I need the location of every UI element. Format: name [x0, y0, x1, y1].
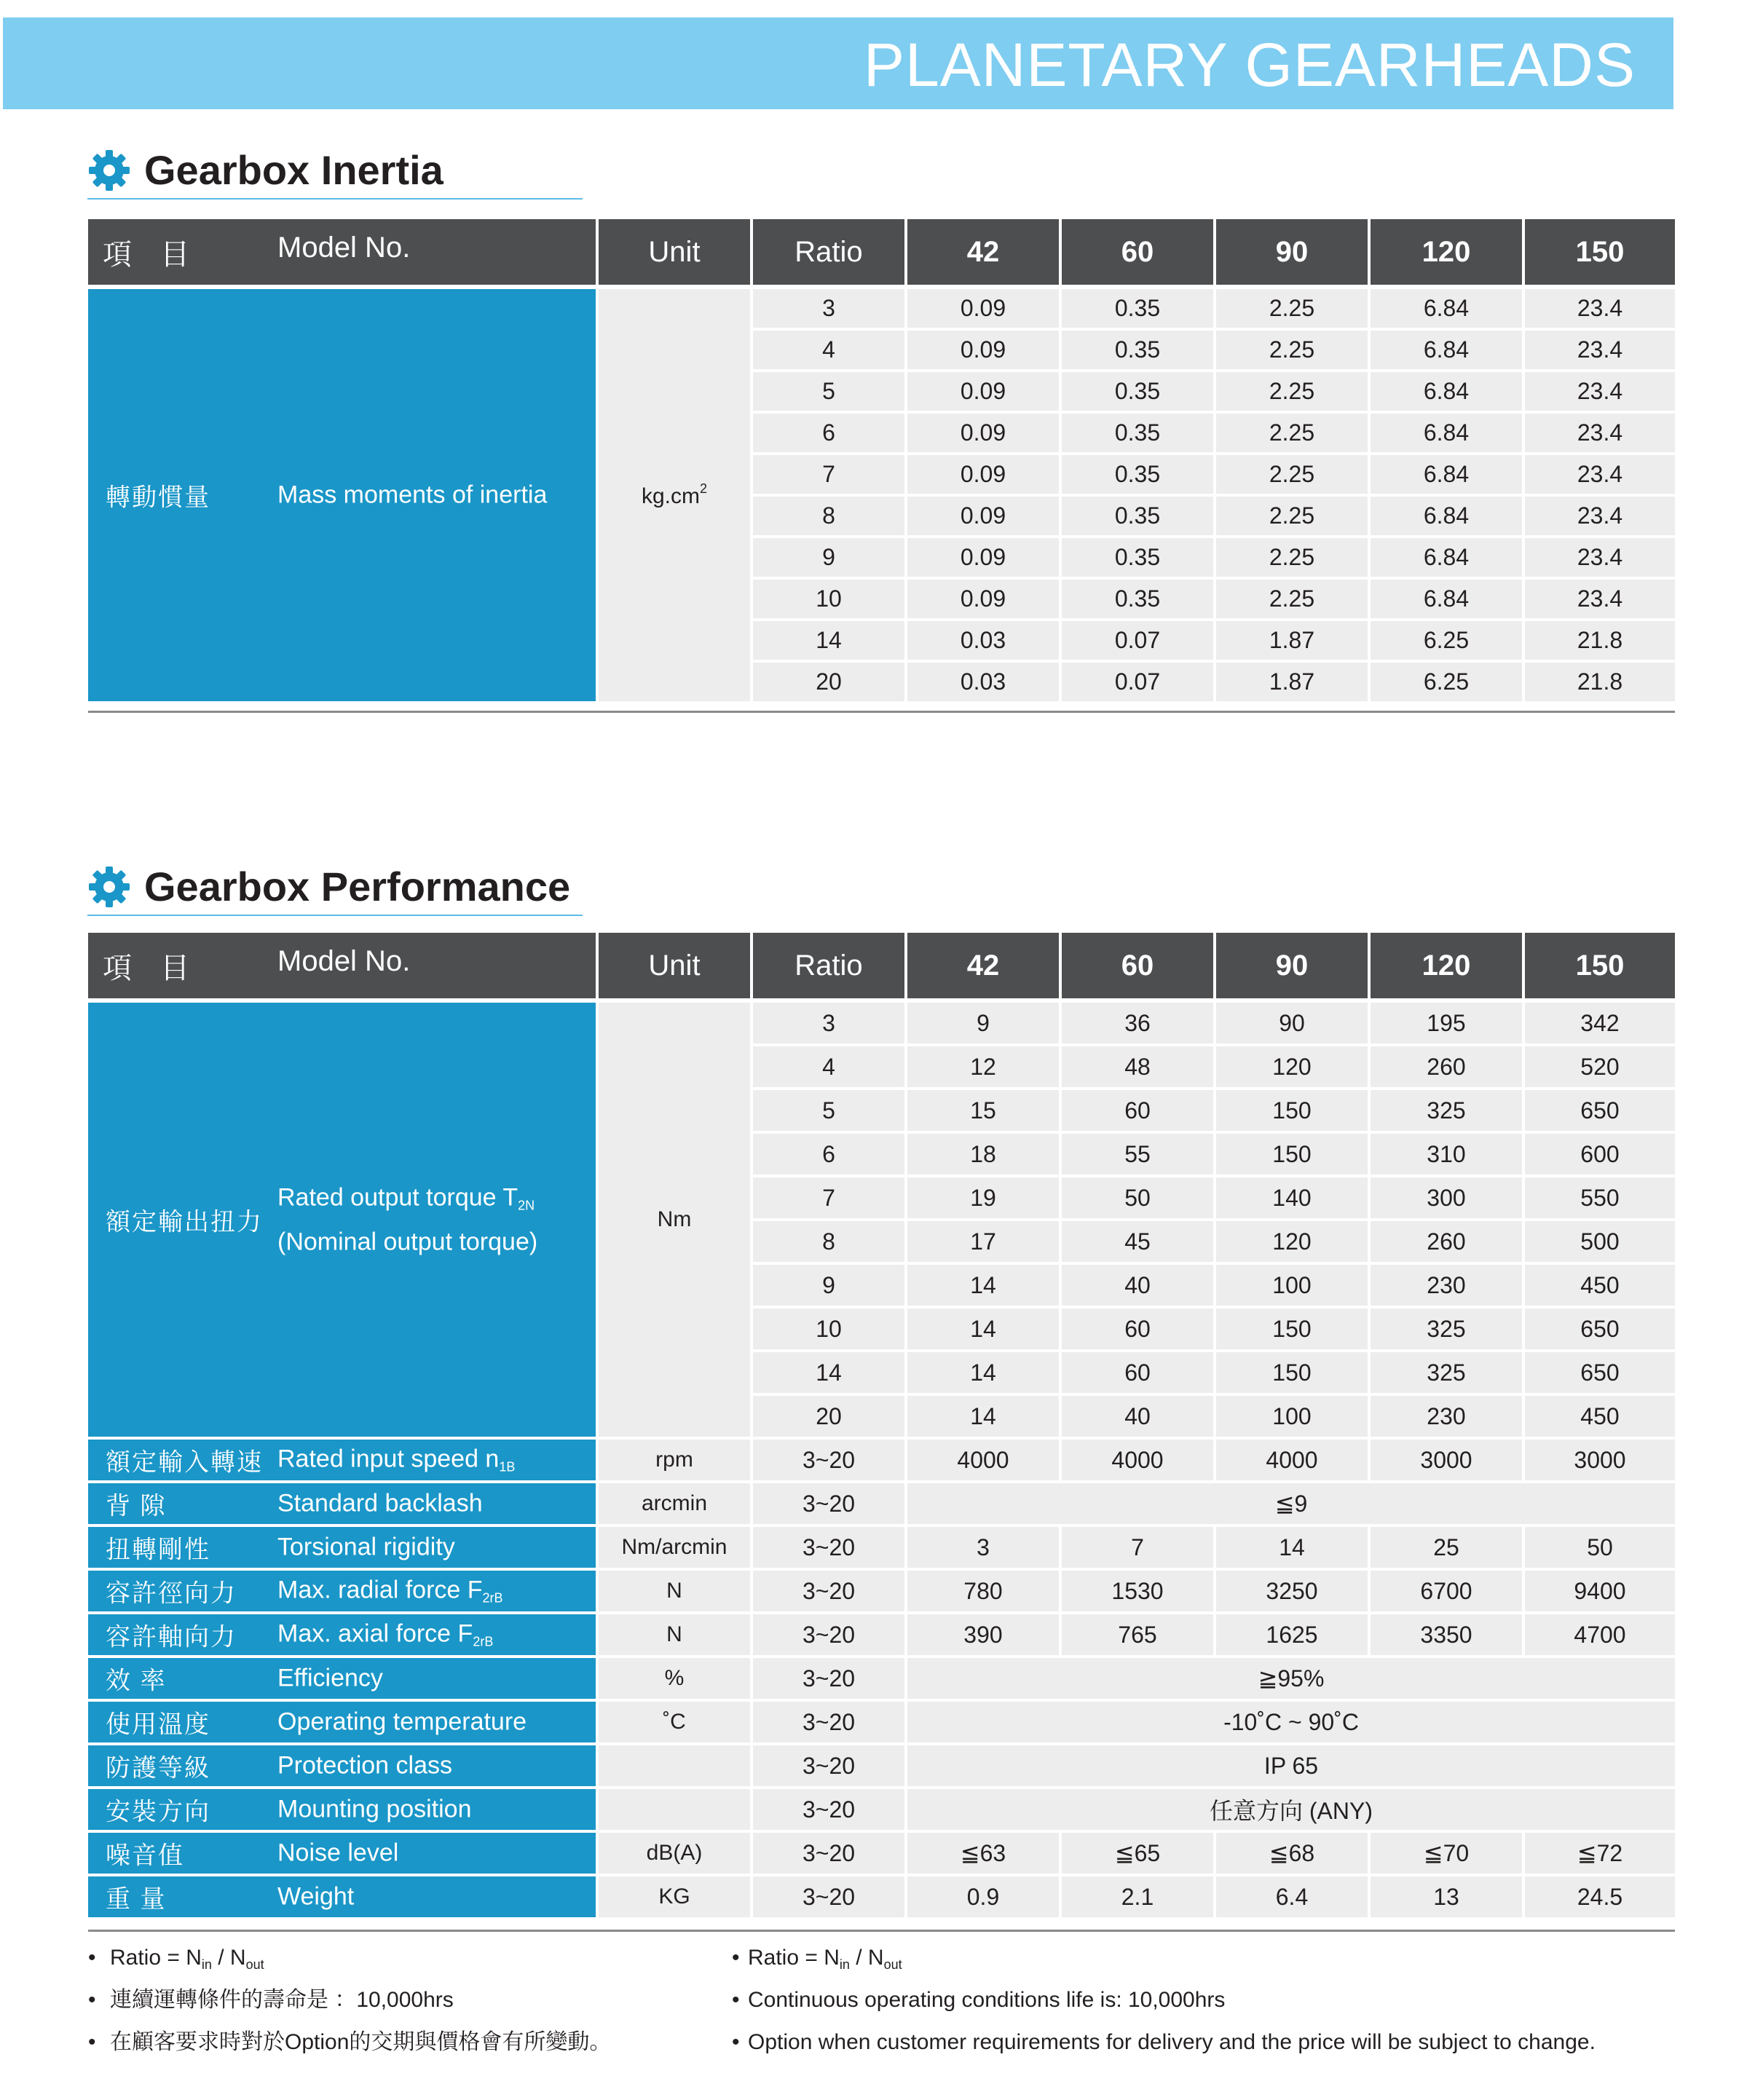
unit-text: kg.cm: [641, 484, 700, 508]
value-cell-120: 230: [1371, 1265, 1525, 1308]
value-cell-90: 2.25: [1216, 372, 1371, 414]
unit-cell: [599, 289, 753, 704]
value-cell-60: 0.35: [1062, 414, 1216, 455]
banner-title: PLANETARY GEARHEADS: [863, 31, 1636, 99]
row-label-en: [277, 1490, 483, 1518]
section-title-inertia: [87, 147, 583, 200]
value-cell-90: 90: [1216, 1003, 1371, 1046]
value-cell-60: 45: [1062, 1221, 1216, 1265]
value-cell-120: 260: [1371, 1221, 1525, 1265]
value-cell-90: 120: [1216, 1046, 1371, 1090]
value-cell-150: 4700: [1525, 1614, 1675, 1658]
value-cell-90: 2.25: [1216, 580, 1371, 621]
ratio-cell: 3~20: [753, 1833, 907, 1876]
value-cell-150: 650: [1525, 1352, 1675, 1396]
header-unit: Unit: [599, 933, 753, 1003]
value-cell-150: 550: [1525, 1177, 1675, 1221]
row-label-en: [277, 1708, 527, 1737]
ratio-cell: 3: [753, 1003, 907, 1046]
header-model-150: 150: [1525, 219, 1675, 289]
value-cell-150: 24.5: [1525, 1876, 1675, 1920]
row-label-en-text: Torsional rigidity: [277, 1533, 455, 1561]
note-option: • 在顧客要求時對於Option的交期與價格會有所變動。: [88, 2030, 612, 2054]
performance-table: [88, 933, 1675, 1920]
value-cell-120: 325: [1371, 1308, 1525, 1352]
row-label: [88, 1440, 599, 1483]
value-cell-60: 0.35: [1062, 580, 1216, 621]
value-cell-90: 140: [1216, 1177, 1371, 1221]
row-label-en: [277, 1445, 515, 1475]
note-ratio: • Ratio = $N_{in} / N_{out}$: [732, 1946, 902, 1972]
ratio-cell: 14: [753, 621, 907, 663]
value-cell-42: 390: [907, 1614, 1062, 1658]
value-cell-150: 500: [1525, 1221, 1675, 1265]
section-title-text: Gearbox Inertia: [144, 147, 443, 193]
table-row: [88, 289, 1675, 331]
unit-cell: KG: [599, 1876, 753, 1920]
row-label-en-sub: 2N: [518, 1198, 535, 1213]
ratio-cell: 3~20: [753, 1876, 907, 1920]
table-row: [88, 1614, 1675, 1658]
value-cell-120: ≦70: [1371, 1833, 1525, 1876]
value-cell-150: 23.4: [1525, 289, 1675, 331]
row-label-zh: 使用溫度: [106, 1710, 210, 1739]
value-cell-150: 23.4: [1525, 538, 1675, 580]
ratio-cell: 3~20: [753, 1658, 907, 1702]
value-cell-90: 2.25: [1216, 538, 1371, 580]
value-cell-60: 60: [1062, 1352, 1216, 1396]
unit-cell: ˚C: [599, 1702, 753, 1745]
value-cell-150: 21.8: [1525, 621, 1675, 663]
row-label-zh: 防護等級: [106, 1754, 210, 1783]
value-cell-120: 6.84: [1371, 331, 1525, 372]
value-cell-120: 13: [1371, 1876, 1525, 1920]
row-label-en-sub: 2rB: [473, 1634, 494, 1649]
row-label-en-sub: 2rB: [482, 1590, 503, 1606]
row-label: [88, 1789, 599, 1833]
ratio-cell: 20: [753, 1396, 907, 1440]
row-label-zh: 安裝方向: [106, 1798, 210, 1826]
value-cell-60: 0.35: [1062, 538, 1216, 580]
row-label-en: [277, 1665, 383, 1693]
ratio-cell: 3~20: [753, 1571, 907, 1614]
value-cell-60: 0.35: [1062, 455, 1216, 497]
value-cell-60: 0.35: [1062, 289, 1216, 331]
value-cell-90: 150: [1216, 1134, 1371, 1177]
value-cell-150: 450: [1525, 1396, 1675, 1440]
value-cell-60: 0.35: [1062, 497, 1216, 538]
value-cell-60: 40: [1062, 1396, 1216, 1440]
value-cell-60: 0.07: [1062, 663, 1216, 704]
value-cell-90: 150: [1216, 1090, 1371, 1134]
row-label-zh: 容許徑向力: [106, 1579, 237, 1608]
row-label-en: [277, 1796, 472, 1824]
value-cell-120: 6.84: [1371, 414, 1525, 455]
header-item-zh: 項 目: [103, 952, 200, 984]
value-cell-60: 36: [1062, 1003, 1216, 1046]
merged-value-cell: ≦9: [907, 1483, 1675, 1527]
value-cell-90: 150: [1216, 1352, 1371, 1396]
value-cell-120: 230: [1371, 1396, 1525, 1440]
value-cell-90: 1.87: [1216, 663, 1371, 704]
row-label: [88, 1571, 599, 1614]
ratio-cell: 3~20: [753, 1745, 907, 1789]
ratio-cell: 3~20: [753, 1440, 907, 1483]
ratio-cell: 10: [753, 580, 907, 621]
notes-right: [732, 1937, 1596, 2064]
header-model-42: 42: [907, 933, 1062, 1003]
header-item: [88, 219, 599, 289]
gear-icon: [87, 865, 131, 909]
value-cell-60: 0.35: [1062, 331, 1216, 372]
value-cell-60: 765: [1062, 1614, 1216, 1658]
table-row: [88, 1789, 1675, 1833]
value-cell-120: 310: [1371, 1134, 1525, 1177]
table-header-row: [88, 933, 1675, 1003]
value-cell-120: 6.84: [1371, 455, 1525, 497]
header-model-42: 42: [907, 219, 1062, 289]
ratio-cell: 3~20: [753, 1614, 907, 1658]
ratio-cell: 9: [753, 538, 907, 580]
value-cell-42: 0.09: [907, 414, 1062, 455]
value-cell-150: 450: [1525, 1265, 1675, 1308]
value-cell-90: 2.25: [1216, 331, 1371, 372]
row-label: [88, 1658, 599, 1702]
note-option: • Option when customer requirements for delivery and the price will be subject to change.: [732, 2030, 1596, 2054]
value-cell-42: 14: [907, 1352, 1062, 1396]
table-row: [88, 1702, 1675, 1745]
row-label-en: [277, 1576, 503, 1606]
row-label-inertia: [88, 289, 599, 704]
value-cell-120: 3000: [1371, 1440, 1525, 1483]
ratio-cell: 3~20: [753, 1527, 907, 1571]
table-row: [88, 1745, 1675, 1789]
note-life: • 連續運轉條件的壽命是 ：10,000hrs: [88, 1988, 454, 2012]
row-label-zh: 容許軸向力: [106, 1623, 237, 1651]
ratio-cell: 5: [753, 372, 907, 414]
value-cell-150: 23.4: [1525, 331, 1675, 372]
row-label-zh: 額定輸出扭力: [106, 1208, 263, 1236]
unit-cell: N: [599, 1571, 753, 1614]
notes-left: [88, 1937, 611, 2064]
value-cell-90: 3250: [1216, 1571, 1371, 1614]
row-label-en-text: Max. axial force F: [277, 1619, 473, 1648]
inertia-table: [88, 219, 1675, 704]
value-cell-150: 21.8: [1525, 663, 1675, 704]
row-label-en-text: Standard backlash: [277, 1489, 483, 1517]
ratio-cell: 6: [753, 1134, 907, 1177]
value-cell-120: 6.84: [1371, 580, 1525, 621]
unit-cell: N: [599, 1614, 753, 1658]
row-label: [88, 1702, 599, 1745]
value-cell-42: 780: [907, 1571, 1062, 1614]
value-cell-60: 50: [1062, 1177, 1216, 1221]
value-cell-120: 6.84: [1371, 538, 1525, 580]
value-cell-150: 23.4: [1525, 455, 1675, 497]
table-row: [88, 1833, 1675, 1876]
row-label-en-sub: 1B: [499, 1459, 516, 1475]
ratio-cell: 3~20: [753, 1702, 907, 1745]
value-cell-90: 2.25: [1216, 289, 1371, 331]
ratio-cell: 4: [753, 1046, 907, 1090]
ratio-cell: 14: [753, 1352, 907, 1396]
value-cell-60: 0.35: [1062, 372, 1216, 414]
ratio-cell: 5: [753, 1090, 907, 1134]
value-cell-120: 6700: [1371, 1571, 1525, 1614]
value-cell-60: 4000: [1062, 1440, 1216, 1483]
header-item: [88, 933, 599, 1003]
value-cell-42: 14: [907, 1308, 1062, 1352]
row-label-zh: 噪音值: [106, 1842, 184, 1870]
value-cell-90: 4000: [1216, 1440, 1371, 1483]
value-cell-120: 3350: [1371, 1614, 1525, 1658]
value-cell-120: 260: [1371, 1046, 1525, 1090]
ratio-cell: 4: [753, 331, 907, 372]
value-cell-60: 60: [1062, 1090, 1216, 1134]
row-label: [88, 1833, 599, 1876]
header-model-120: 120: [1371, 219, 1525, 289]
row-label-en: [277, 1752, 452, 1780]
value-cell-42: 9: [907, 1003, 1062, 1046]
unit-cell: rpm: [599, 1440, 753, 1483]
value-cell-120: 25: [1371, 1527, 1525, 1571]
value-cell-42: 18: [907, 1134, 1062, 1177]
value-cell-90: 2.25: [1216, 455, 1371, 497]
merged-value-cell: IP 65: [907, 1745, 1675, 1789]
value-cell-42: 4000: [907, 1440, 1062, 1483]
value-cell-42: 3: [907, 1527, 1062, 1571]
ratio-cell: 6: [753, 414, 907, 455]
ratio-cell: 8: [753, 497, 907, 538]
value-cell-150: 23.4: [1525, 414, 1675, 455]
value-cell-60: 40: [1062, 1265, 1216, 1308]
row-label: [88, 1483, 599, 1527]
ratio-cell: 20: [753, 663, 907, 704]
value-cell-42: 0.09: [907, 455, 1062, 497]
value-cell-150: 3000: [1525, 1440, 1675, 1483]
value-cell-42: 0.09: [907, 289, 1062, 331]
row-label-zh: 效 率: [106, 1667, 167, 1695]
value-cell-60: 1530: [1062, 1571, 1216, 1614]
value-cell-42: 12: [907, 1046, 1062, 1090]
note-ratio: • Ratio = $N_{in} / N_{out}$: [88, 1946, 264, 1972]
value-cell-90: 14: [1216, 1527, 1371, 1571]
table-row: [88, 1876, 1675, 1920]
value-cell-120: 6.25: [1371, 663, 1525, 704]
row-label-en: [277, 1533, 455, 1562]
value-cell-90: 6.4: [1216, 1876, 1371, 1920]
value-cell-42: 14: [907, 1265, 1062, 1308]
value-cell-150: 50: [1525, 1527, 1675, 1571]
table-row: [88, 1658, 1675, 1702]
value-cell-42: 0.09: [907, 580, 1062, 621]
row-label-en-text: Weight: [277, 1882, 355, 1911]
ratio-cell: 10: [753, 1308, 907, 1352]
header-ratio: Ratio: [753, 933, 907, 1003]
header-model-60: 60: [1062, 219, 1216, 289]
value-cell-120: 6.84: [1371, 372, 1525, 414]
ratio-cell: 8: [753, 1221, 907, 1265]
value-cell-90: 100: [1216, 1396, 1371, 1440]
value-cell-42: 19: [907, 1177, 1062, 1221]
value-cell-90: 2.25: [1216, 497, 1371, 538]
unit-cell: Nm/arcmin: [599, 1527, 753, 1571]
table-row: [88, 1527, 1675, 1571]
ratio-cell: 9: [753, 1265, 907, 1308]
value-cell-150: 650: [1525, 1090, 1675, 1134]
value-cell-42: 15: [907, 1090, 1062, 1134]
header-model-90: 90: [1216, 219, 1371, 289]
header-ratio: Ratio: [753, 219, 907, 289]
gear-icon: [87, 149, 131, 192]
unit-cell: [599, 1745, 753, 1789]
row-label-torque: [88, 1003, 599, 1440]
value-cell-150: 520: [1525, 1046, 1675, 1090]
value-cell-90: 150: [1216, 1308, 1371, 1352]
header-model-label: Model No.: [277, 944, 411, 977]
value-cell-120: 195: [1371, 1003, 1525, 1046]
unit-cell: [599, 1789, 753, 1833]
unit-sup: 2: [700, 481, 708, 496]
section-title-performance: [87, 864, 583, 916]
value-cell-90: ≦68: [1216, 1833, 1371, 1876]
merged-value-cell: -10˚C ~ 90˚C: [907, 1702, 1675, 1745]
row-label-en-text: Noise level: [277, 1839, 399, 1867]
header-model-120: 120: [1371, 933, 1525, 1003]
row-label-en-text: Protection class: [277, 1751, 452, 1780]
header-item-zh: 項 目: [103, 238, 200, 271]
row-label-zh: 背 隙: [106, 1492, 167, 1520]
row-label-en: [277, 1839, 398, 1868]
value-cell-150: ≦72: [1525, 1833, 1675, 1876]
value-cell-120: 6.84: [1371, 289, 1525, 331]
value-cell-150: 342: [1525, 1003, 1675, 1046]
value-cell-150: 9400: [1525, 1571, 1675, 1614]
value-cell-42: 0.9: [907, 1876, 1062, 1920]
value-cell-60: 55: [1062, 1134, 1216, 1177]
value-cell-150: 650: [1525, 1308, 1675, 1352]
value-cell-60: 0.07: [1062, 621, 1216, 663]
value-cell-120: 325: [1371, 1352, 1525, 1396]
value-cell-90: 100: [1216, 1265, 1371, 1308]
value-cell-120: 325: [1371, 1090, 1525, 1134]
row-label: [88, 1745, 599, 1789]
value-cell-42: 14: [907, 1396, 1062, 1440]
value-cell-42: 0.09: [907, 331, 1062, 372]
ratio-cell: 3: [753, 289, 907, 331]
merged-value-cell: ≧95%: [907, 1658, 1675, 1702]
header-model-60: 60: [1062, 933, 1216, 1003]
note-life: • Continuous operating conditions life is: 10,000hrs: [732, 1988, 1226, 2012]
value-cell-120: 300: [1371, 1177, 1525, 1221]
value-cell-120: 6.84: [1371, 497, 1525, 538]
row-label-en-line2: (Nominal output torque): [277, 1228, 538, 1256]
value-cell-42: 0.09: [907, 497, 1062, 538]
row-label-en-text: Max. radial force F: [277, 1576, 483, 1604]
value-cell-150: 600: [1525, 1134, 1675, 1177]
ratio-cell: 3~20: [753, 1789, 907, 1833]
header-model-90: 90: [1216, 933, 1371, 1003]
value-cell-90: 1.87: [1216, 621, 1371, 663]
unit-cell: %: [599, 1658, 753, 1702]
row-label: [88, 1527, 599, 1571]
value-cell-42: 0.03: [907, 621, 1062, 663]
table-row: [88, 1483, 1675, 1527]
section-title-text: Gearbox Performance: [144, 864, 571, 909]
table-header-row: [88, 219, 1675, 289]
value-cell-60: 7: [1062, 1527, 1216, 1571]
row-label: [88, 1614, 599, 1658]
ratio-cell: 7: [753, 455, 907, 497]
row-label-en-text: Efficiency: [277, 1664, 383, 1692]
ratio-cell: 3~20: [753, 1483, 907, 1527]
row-label-zh: 扭轉剛性: [106, 1536, 210, 1564]
table-row: [88, 1440, 1675, 1483]
unit-cell: Nm: [599, 1003, 753, 1440]
header-model-150: 150: [1525, 933, 1675, 1003]
unit-cell: arcmin: [599, 1483, 753, 1527]
row-label-zh: 額定輸入轉速: [106, 1448, 263, 1477]
value-cell-150: 23.4: [1525, 580, 1675, 621]
header-model-label: Model No.: [277, 231, 411, 264]
value-cell-60: 60: [1062, 1308, 1216, 1352]
value-cell-150: 23.4: [1525, 497, 1675, 538]
row-label: [88, 1876, 599, 1920]
value-cell-60: 48: [1062, 1046, 1216, 1090]
value-cell-42: 0.09: [907, 538, 1062, 580]
header-banner: [3, 17, 1673, 109]
table-row: [88, 1571, 1675, 1614]
value-cell-90: 120: [1216, 1221, 1371, 1265]
row-label-zh: 重 量: [106, 1885, 167, 1914]
row-label-en: [277, 1883, 354, 1911]
row-label-en-text: Rated input speed n: [277, 1445, 500, 1473]
value-cell-150: 23.4: [1525, 372, 1675, 414]
value-cell-60: ≦65: [1062, 1833, 1216, 1876]
value-cell-120: 6.25: [1371, 621, 1525, 663]
header-unit: Unit: [599, 219, 753, 289]
row-label-en: [277, 1180, 537, 1260]
value-cell-42: 17: [907, 1221, 1062, 1265]
value-cell-42: 0.03: [907, 663, 1062, 704]
row-label-zh: 轉動慣量: [106, 483, 210, 512]
row-label-en-text: Operating temperature: [277, 1708, 527, 1736]
row-label-en: Mass moments of inertia: [277, 481, 548, 509]
value-cell-90: 2.25: [1216, 414, 1371, 455]
ratio-cell: 7: [753, 1177, 907, 1221]
value-cell-42: ≦63: [907, 1833, 1062, 1876]
row-label-en-text: Mounting position: [277, 1795, 472, 1823]
table-row: [88, 1003, 1675, 1046]
table-bottom-rule: [88, 1930, 1675, 1932]
row-label-en-line1: Rated output torque T: [277, 1183, 518, 1212]
row-label-en: [277, 1620, 493, 1650]
table-bottom-rule: [88, 711, 1675, 713]
unit-cell: dB(A): [599, 1833, 753, 1876]
value-cell-60: 2.1: [1062, 1876, 1216, 1920]
value-cell-90: 1625: [1216, 1614, 1371, 1658]
value-cell-42: 0.09: [907, 372, 1062, 414]
merged-value-cell: 任意方向 (ANY): [907, 1789, 1675, 1833]
